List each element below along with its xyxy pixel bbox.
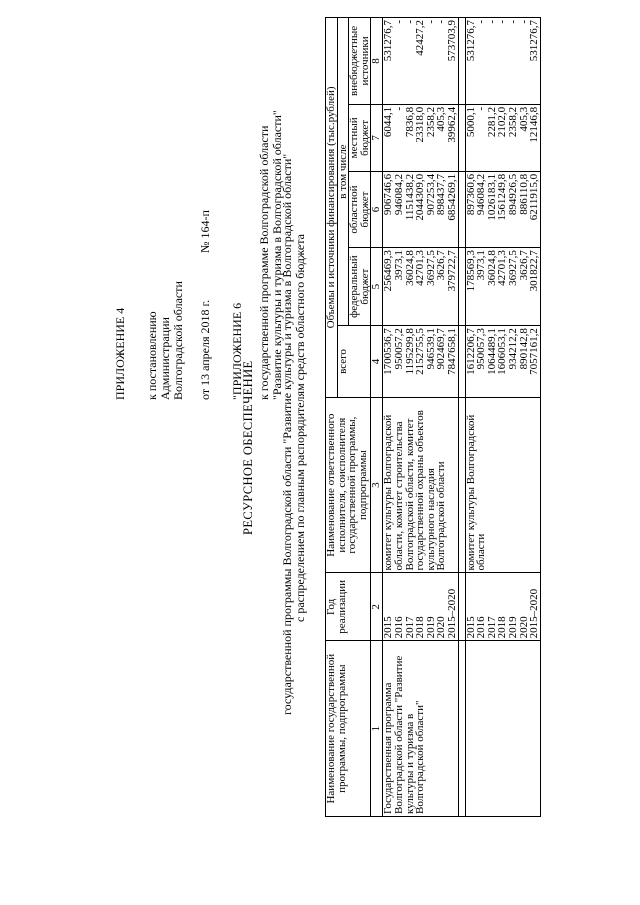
value: 301822,7 [528,250,541,292]
appendix6-line-1: к государственной программе Волгоградской области [257,125,271,400]
appendix-title: ПРИЛОЖЕНИЕ 4 [113,307,127,400]
value: 2358,2 [424,106,437,138]
value: 1606053,1 [496,328,509,375]
value: 950057,2 [392,328,405,370]
total-cell [465,326,540,398]
value: - [506,20,519,24]
th-program: Наименование государственной программы, подпрограммы [326,641,371,817]
value: 5000,1 [464,106,477,138]
year: 2018 [496,616,509,639]
value: 36927,5 [424,250,437,286]
value: - [403,20,416,24]
value: 1612206,7 [464,328,477,375]
value: 1151438,2 [403,173,416,221]
value: 3626,7 [517,250,530,281]
value: 907253,4 [424,173,437,216]
doc-heading-line-2: с распределением по главным распорядителям средств областного бюджета [293,234,307,622]
value: - [392,106,405,111]
col-index: 8 [371,18,383,105]
table-row [383,18,458,817]
total-cell [383,326,458,398]
col-index: 4 [371,326,383,398]
value: 890142,8 [517,328,530,370]
value: 39962,4 [445,106,458,143]
col-index: 3 [371,397,383,573]
local-cell [465,104,540,171]
appendix-date: от 13 апреля 2018 г. [198,299,212,400]
value: 6044,1 [382,106,395,138]
value: - [517,20,530,24]
value: 894926,5 [506,173,519,216]
value: 7847658,1 [445,328,458,375]
regional-cell [383,171,458,247]
value: 405,3 [517,106,530,132]
value: 898437,7 [435,173,448,216]
value: 1195299,8 [403,328,416,375]
federal-cell [383,248,458,326]
value: 23318,0 [414,106,427,143]
value: 946539,1 [424,328,437,370]
years-cell [383,573,458,641]
value: 950057,3 [475,328,488,370]
value: 379722,7 [445,250,458,292]
appendix-line-3: Волгоградской области [171,281,185,400]
th-total: всего [337,326,371,398]
value: - [496,20,509,24]
program-name: Государственная программа Волгоградской области "Развитие культуры и туризма в Волгоградской области" [383,641,458,817]
col-index: 7 [371,104,383,171]
value: 256469,3 [382,250,395,292]
value: 902469,7 [435,328,448,370]
value: 36024,8 [485,250,498,286]
value: 42427,2 [414,20,427,56]
th-regional: областной бюджет [349,171,371,247]
doc-heading-title: РЕСУРСНОЕ ОБЕСПЕЧЕНИЕ [241,360,255,535]
th-offbudget: внебюджетные источники [349,18,371,105]
value: - [392,20,405,24]
th-including: в том числе [337,18,349,326]
table-row [465,18,540,817]
program-name [465,641,540,817]
value: 906746,6 [382,173,395,216]
value: 946084,2 [392,173,405,216]
value: 2152755,5 [414,328,427,375]
value: 7836,8 [403,106,416,138]
value: 1026183,1 [485,173,498,221]
year: 2018 [414,616,427,639]
value: 886110,8 [517,173,530,215]
resource-table [325,17,541,817]
value: - [475,106,488,111]
value: 1064489,1 [485,328,498,375]
year: 2020 [517,616,530,639]
value: 1561249,8 [496,173,509,221]
value: 946084,2 [475,173,488,216]
year: 2016 [392,616,405,639]
value: 3626,7 [435,250,448,281]
value: - [485,20,498,24]
value: 2281,2 [485,106,498,138]
year: 2015–2020 [528,588,541,639]
value: - [435,20,448,24]
year: 2015–2020 [445,588,458,639]
year: 2019 [506,616,519,639]
appendix-line-1: к постановлению [145,311,159,400]
value: 531276,7 [528,20,541,62]
executor-name: комитет культуры Волгоградской области [465,397,540,573]
value: 6854269,1 [445,173,458,221]
col-index: 6 [371,171,383,247]
spacer-row [458,18,465,817]
value: 36927,5 [506,250,519,286]
value: 2102,0 [496,106,509,138]
value: 573703,9 [445,20,458,62]
offbudget-cell [383,18,458,105]
col-index: 1 [371,641,383,817]
federal-cell [465,248,540,326]
appendix-number: № 164-п [198,210,212,253]
year: 2015 [464,616,477,639]
value: 1700536,7 [382,328,395,375]
year: 2016 [475,616,488,639]
local-cell [383,104,458,171]
appendix6-title: "ПРИЛОЖЕНИЕ 6 [230,302,244,400]
value: - [424,20,437,24]
th-federal: федеральный бюджет [349,248,371,326]
value: 6211915,0 [528,173,541,221]
value: 531276,7 [382,20,395,62]
regional-cell [465,171,540,247]
value: 531276,7 [464,20,477,62]
col-index: 2 [371,573,383,641]
appendix-line-2: Администрации [158,317,172,400]
years-cell [465,573,540,641]
th-executor: Наименование ответственного исполнителя, соисполнителя государственной программы, подпрограммы [326,397,371,573]
value: 7057161,2 [528,328,541,375]
value: 178569,3 [464,250,477,292]
th-funding: Объемы и источники финансирования (тыс.рублей) [326,18,338,398]
th-local: местный бюджет [349,104,371,171]
year: 2017 [403,616,416,639]
value: 3973,1 [392,250,405,281]
value: 897360,6 [464,173,477,216]
value: - [475,20,488,24]
year: 2019 [424,616,437,639]
value: 934212,2 [506,328,519,370]
executor-name: комитет культуры Волгоградской области, комитет строительства Волгоградской области, комитет государственной охраны объектов культурного наследия Волгоградской области [383,397,458,573]
appendix6-line-2: "Развитие культуры и туризма в Волгоградской области" [270,110,284,400]
col-index: 5 [371,248,383,326]
year: 2020 [435,616,448,639]
year: 2015 [382,616,395,639]
value: 36024,8 [403,250,416,286]
value: 12146,8 [528,106,541,143]
value: 2044309,0 [414,173,427,221]
offbudget-cell [465,18,540,105]
value: 42701,3 [414,250,427,286]
value: 405,3 [435,106,448,132]
year: 2017 [485,616,498,639]
value: 42701,3 [496,250,509,286]
value: 3973,1 [475,250,488,281]
value: 2358,2 [506,106,519,138]
doc-heading-line-1: государственной программы Волгоградской области "Развитие культуры и туризма в Волгоградской области" [280,153,294,715]
th-year: Год реализации [326,573,371,641]
